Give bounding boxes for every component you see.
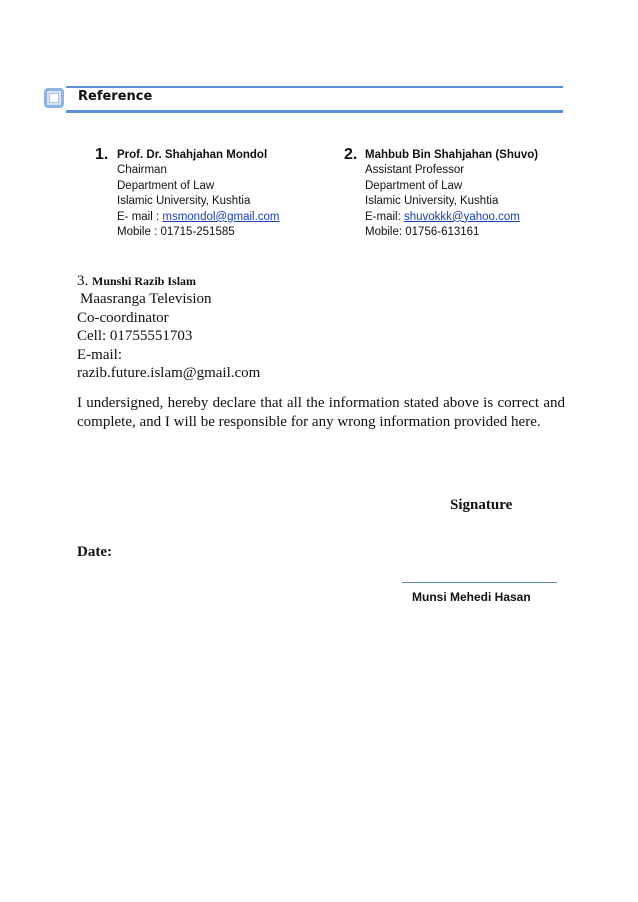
email-label: E-mail:: [365, 210, 404, 223]
reference-department: Department of Law: [117, 179, 215, 192]
reference-number: 1.: [95, 146, 109, 163]
reference-name: Munshi Razib Islam: [92, 274, 197, 288]
section-rule-top: [66, 86, 563, 88]
signer-name: Munsi Mehedi Hasan: [412, 590, 531, 604]
signature-line: [402, 582, 557, 583]
reference-email-link[interactable]: shuvokkk@yahoo.com: [403, 210, 520, 223]
signature-label: Signature: [450, 497, 513, 513]
reference-email: razib.future.islam@gmail.com: [77, 365, 261, 382]
reference-name: Prof. Dr. Shahjahan Mondol: [117, 149, 268, 161]
reference-number: 2.: [344, 146, 358, 163]
reference-title: Assistant Professor: [365, 164, 465, 177]
email-label: E- mail :: [117, 210, 163, 223]
reference-title: Co-coordinator: [77, 309, 169, 326]
section-title: Reference: [78, 89, 153, 104]
reference-name: Mahbub Bin Shahjahan (Shuvo): [365, 149, 539, 161]
reference-email-row: [365, 210, 538, 225]
reference-cell: Cell: 01755551703: [77, 328, 193, 345]
reference-email-row: [117, 210, 280, 225]
reference-department: Department of Law: [365, 179, 463, 192]
date-label: Date:: [77, 544, 112, 560]
reference-heading: [77, 272, 260, 290]
section-rule-bottom: [66, 110, 563, 113]
declaration-text: I undersigned, hereby declare that all the information stated above is correct and complete, and I will be responsible for any wrong information provided here.: [77, 395, 565, 430]
checkbox-icon: [44, 88, 64, 108]
reference-title: Chairman: [117, 164, 167, 177]
reference-university: Islamic University, Kushtia: [365, 195, 499, 208]
reference-mobile: Mobile: 01756-613161: [365, 226, 480, 239]
reference-number: 3.: [77, 273, 92, 289]
reference-university: Islamic University, Kushtia: [117, 195, 251, 208]
reference-mobile: Mobile : 01715-251585: [117, 226, 235, 239]
email-label: E-mail:: [77, 346, 122, 363]
reference-email-link[interactable]: msmondol@gmail.com: [162, 210, 280, 223]
reference-organization: Maasranga Television: [80, 291, 212, 308]
reference-3: [77, 272, 260, 382]
